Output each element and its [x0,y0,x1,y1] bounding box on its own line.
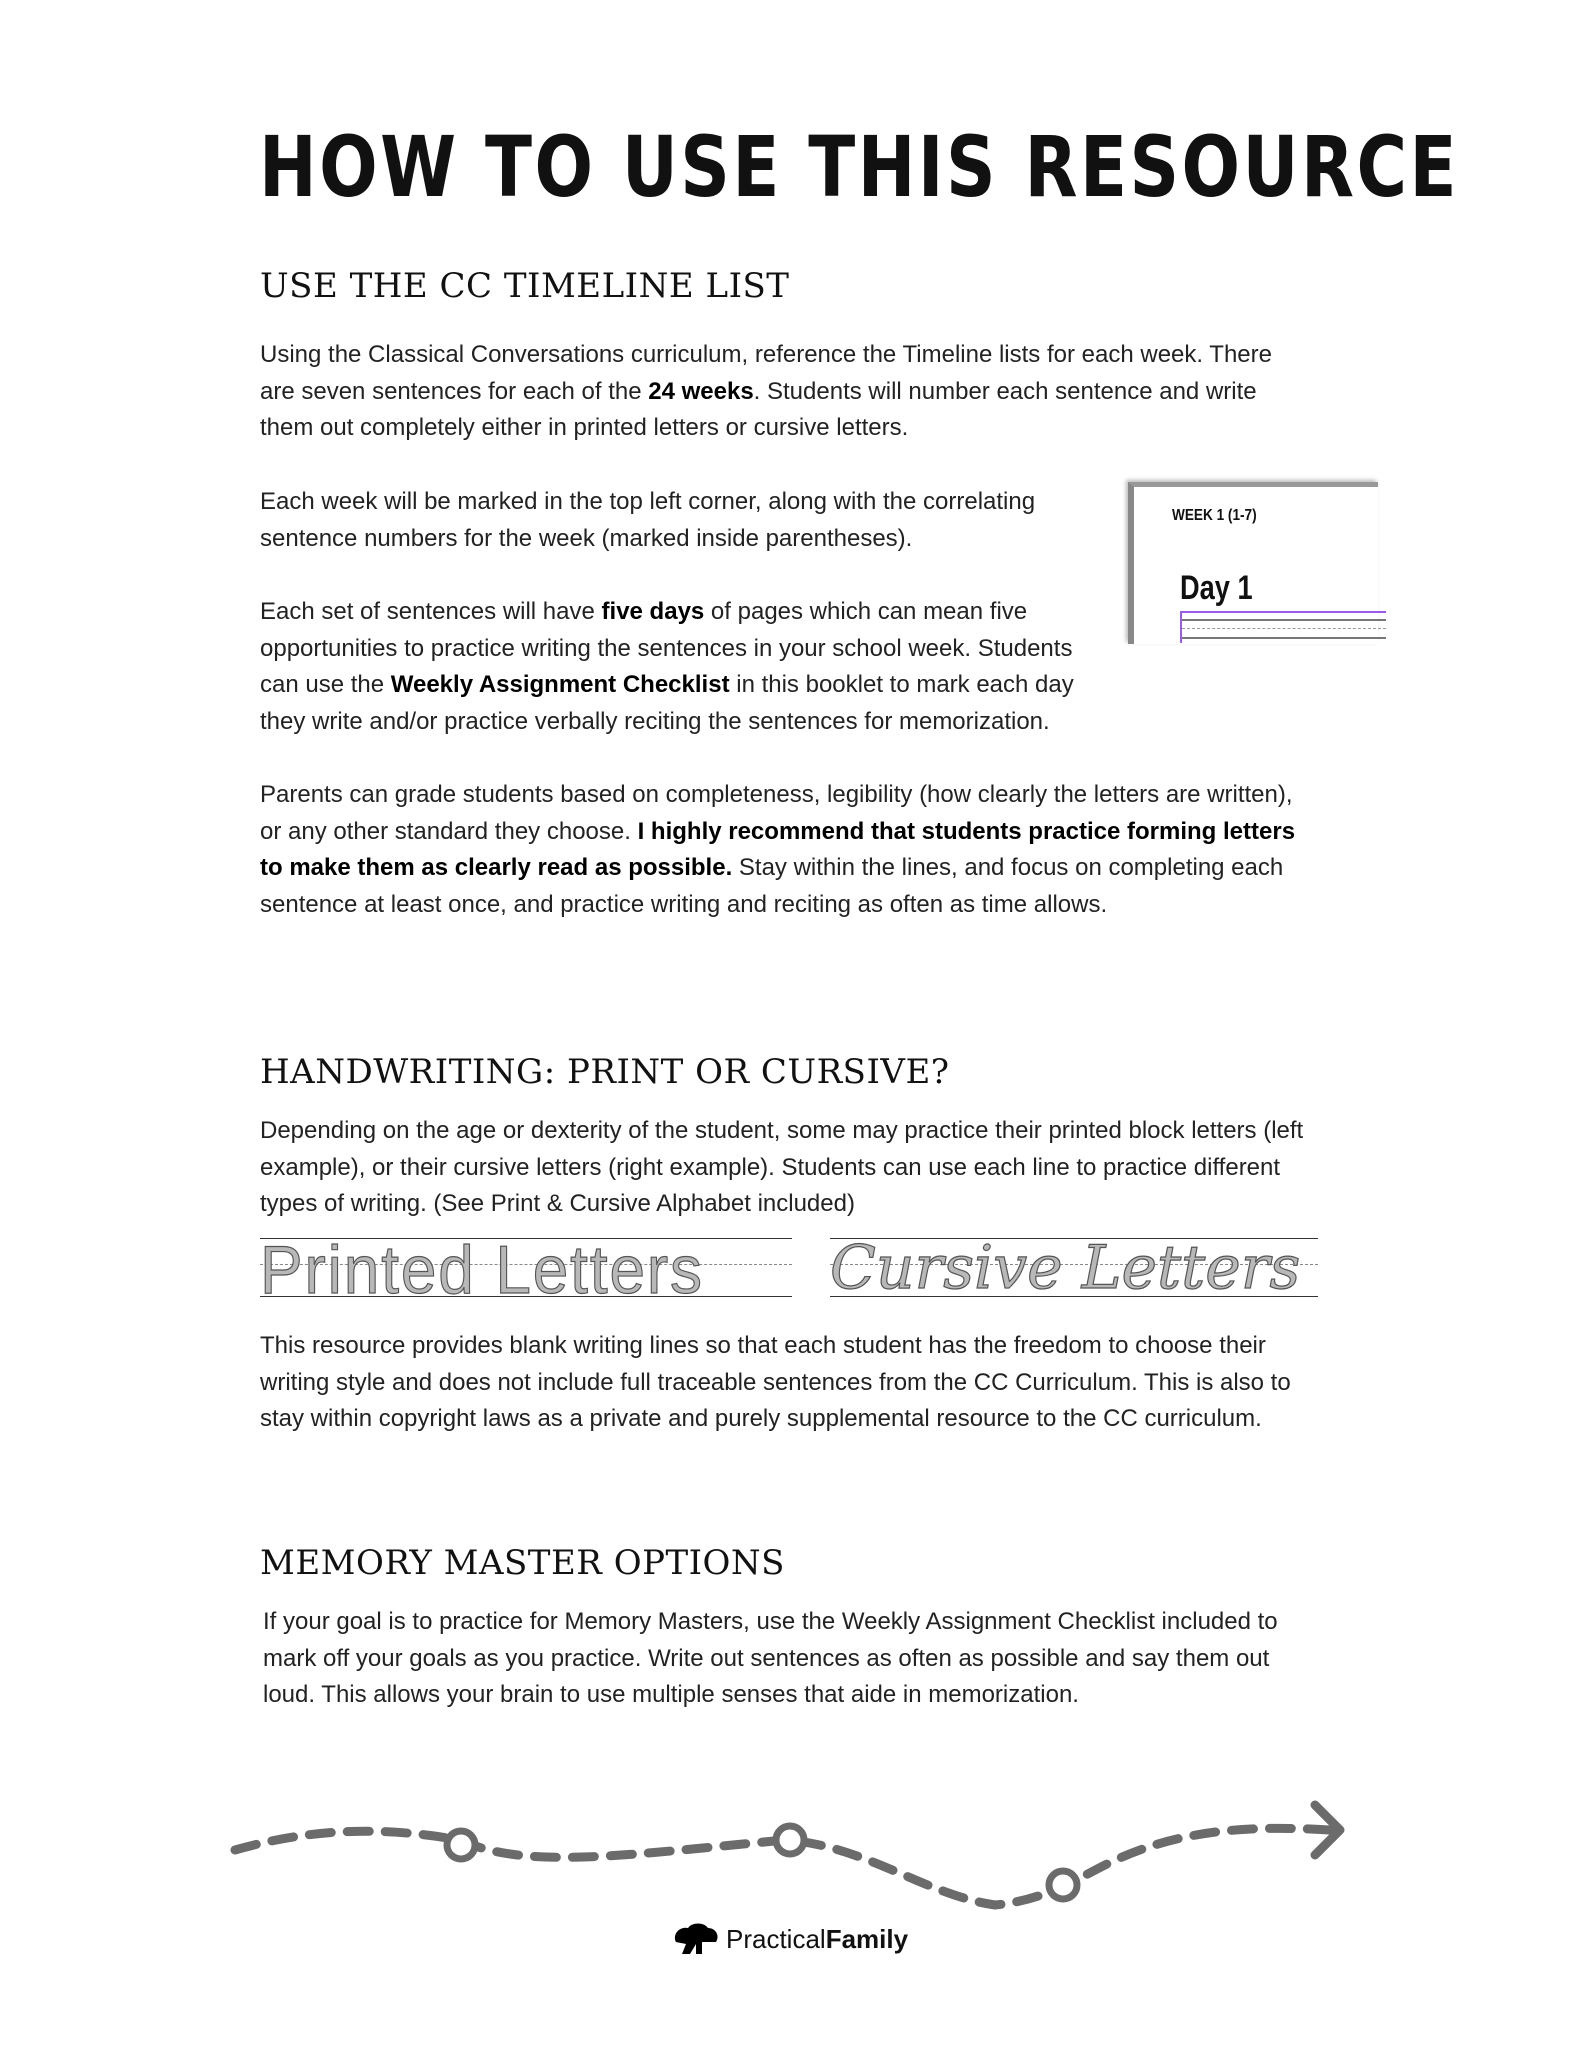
section-heading-timeline: USE THE CC TIMELINE LIST [260,266,790,306]
bold-text: 24 weeks [648,377,754,405]
tree-icon [672,1922,720,1956]
bold-text: Weekly Assignment Checklist [390,671,730,699]
cursive-example-text: Cursive Letters [830,1233,1301,1303]
page-title: HOW TO USE THIS RESOURCE [259,118,1459,216]
brand-name-part: Practical [726,1923,826,1954]
section-heading-handwriting: HANDWRITING: PRINT OR CURSIVE? [260,1052,950,1092]
print-example-text: Printed Letters [260,1232,704,1308]
path-node-icon [1049,1871,1077,1899]
day-label: Day 1 [1180,569,1253,607]
bold-text: I highly recommend that students practice forming letters to make them as clearly read as possible. [260,817,1296,882]
timeline-paragraph-2: Each week will be marked in the top left corner, along with the correlating sentence numbers for the week (marked inside parentheses). [260,488,1036,552]
text: of pages which can mean five opportunities to practice writing the sentences in your school week. Students can use the [260,598,1073,699]
cursive-example [830,1228,1318,1303]
bold-text: five days [601,598,705,625]
handwriting-paragraph-2: This resource provides blank writing lines so that each student has the freedom to choose their writing style and does not include full traceable sentences from the CC Curriculum. This is also to stay within copyright laws as a private and purely supplemental resource to the CC curriculum. [260,1332,1291,1433]
text: in this booklet to mark each day they write and/or practice verbally reciting the sentences for memorization. [260,671,1074,736]
text: Using the Classical Conversations curriculum, reference the Timeline lists for each week. There are seven sentences for each of the [260,341,1272,405]
writing-lines [1180,611,1386,643]
timeline-paragraph-4 [260,777,1310,924]
dashed-path-decoration [225,1785,1355,1915]
timeline-paragraph-1 [260,337,1310,447]
text: Each set of sentences will have [260,598,602,625]
section-heading-memory-master: MEMORY MASTER OPTIONS [260,1543,785,1583]
text: Parents can grade students based on completeness, legibility (how clearly the letters are written), or any other standard they choose. [260,781,1293,845]
text: . Students will number each sentence and write them out completely either in printed letters or cursive letters. [260,377,1257,442]
print-example [260,1228,792,1308]
path-node-icon [447,1831,475,1859]
practical-family-logo [672,1922,908,1956]
week-label: WEEK 1 (1-7) [1172,507,1257,524]
path-node-icon [776,1826,804,1854]
brand-name-part: Family [825,1923,909,1954]
memory-master-paragraph: If your goal is to practice for Memory Masters, use the Weekly Assignment Checklist included to mark off your goals as you practice. Write out sentences as often as possible and say them out loud. This allows your brain to use multiple senses that aide in memorization. [263,1608,1278,1709]
text: Stay within the lines, and focus on completing each sentence at least once, and practice writing and reciting as often as time allows. [260,854,1284,919]
week-page-preview [1128,482,1378,644]
handwriting-paragraph-1: Depending on the age or dexterity of the student, some may practice their printed block letters (left example), or their cursive letters (right example). Students can use each line to practice different types of writing. (See Print & Cursive Alphabet included) [260,1117,1304,1218]
